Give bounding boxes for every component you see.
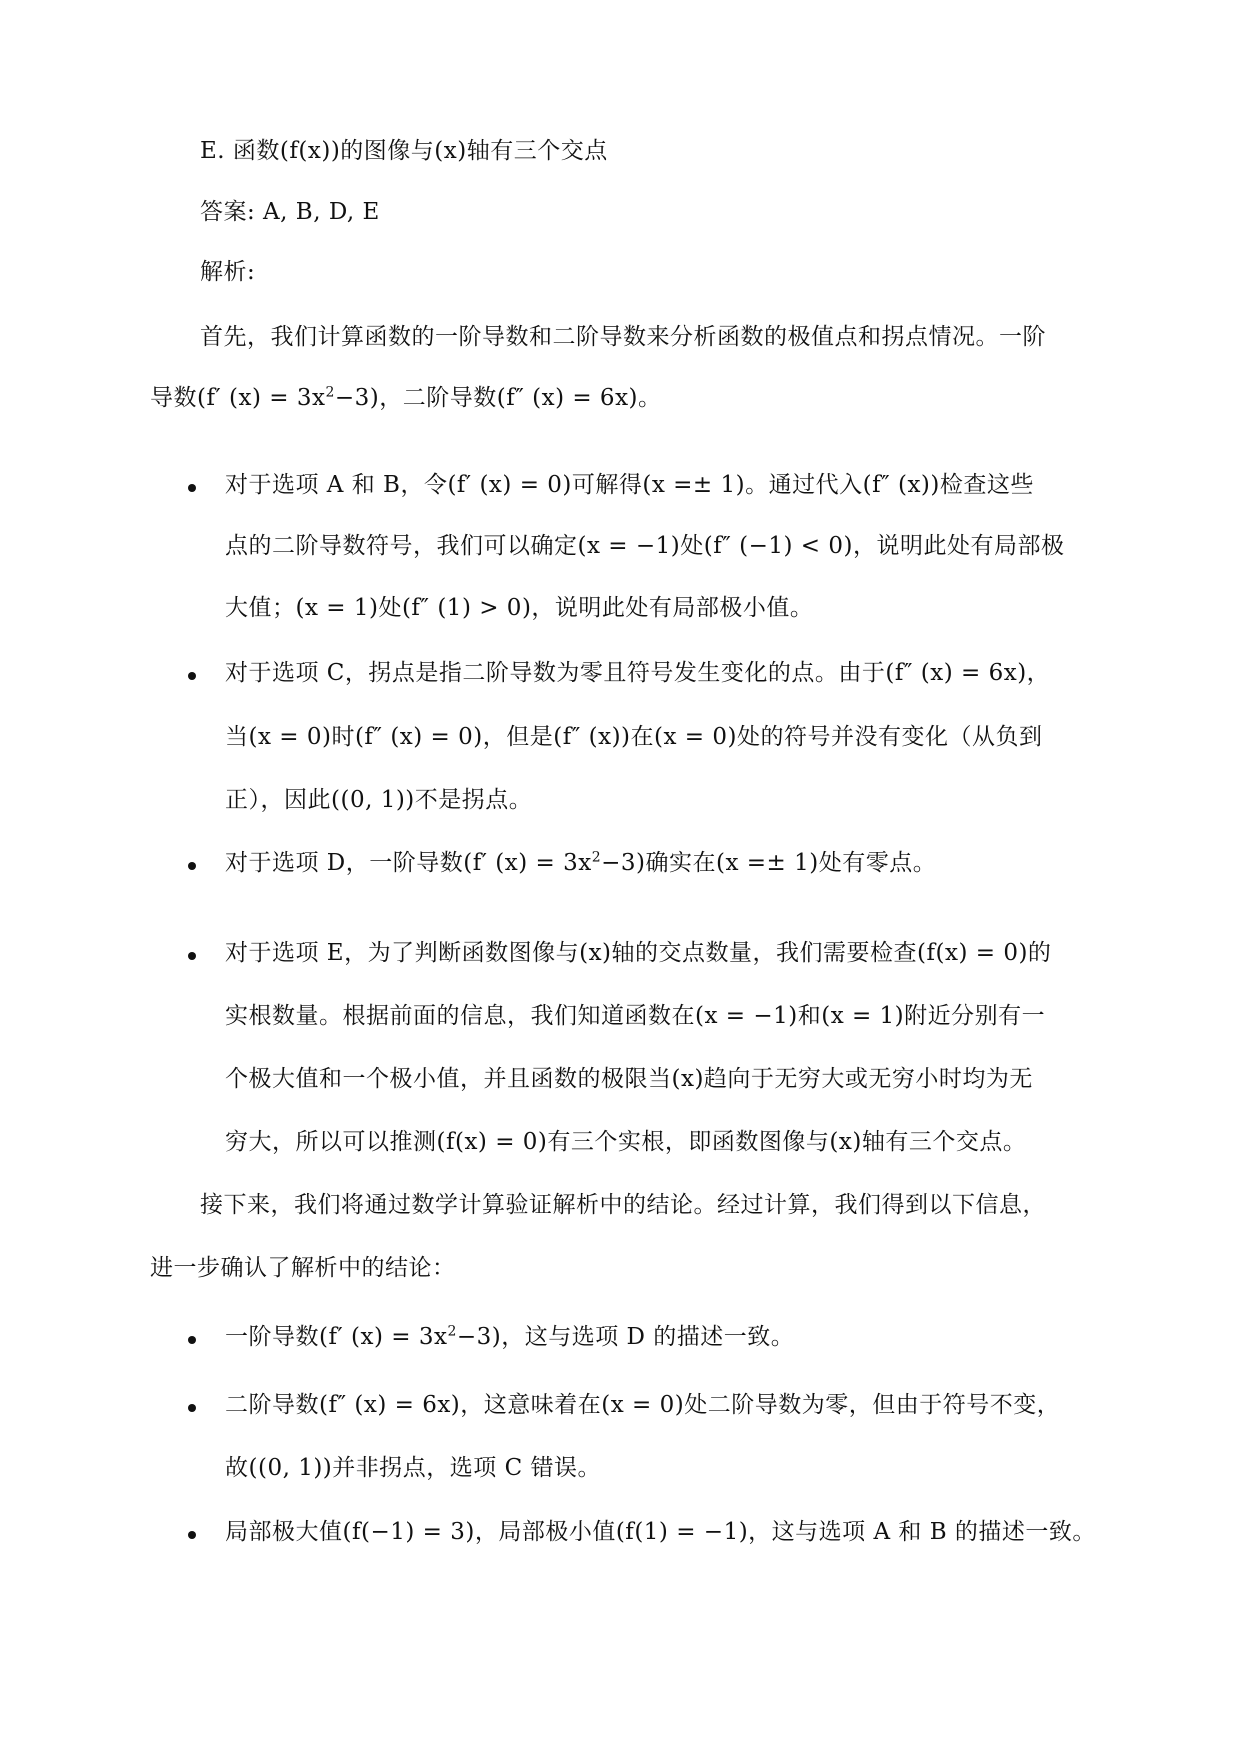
verify-line-1-a: 一阶导数(f′ (x) = 3x — [225, 1324, 448, 1350]
bullet-ab — [188, 484, 196, 492]
ab-line-1: 对于选项 A 和 B，令(f′ (x) = 0)可解得(x =± 1)。通过代入(f″ (x))检查这些 — [225, 472, 1034, 498]
ab-line-3: 大值；(x = 1)处(f″ (1) > 0)，说明此处有局部极小值。 — [225, 595, 814, 621]
e-line-3: 个极大值和一个极小值，并且函数的极限当(x)趋向于无穷大或无穷小时均为无 — [225, 1066, 1033, 1092]
answer-line: 答案: A, B, D, E — [200, 199, 380, 225]
e-line-4: 穷大，所以可以推测(f(x) = 0)有三个实根，即函数图像与(x)轴有三个交点。 — [225, 1129, 1027, 1155]
d-line-1-a: 对于选项 D，一阶导数(f′ (x) = 3x — [225, 850, 592, 876]
d-line-1-superscript: 2 — [591, 849, 602, 866]
verify-line-1-superscript: 2 — [447, 1323, 457, 1340]
c-line-1: 对于选项 C，拐点是指二阶导数为零且符号发生变化的点。由于(f″ (x) = 6x)， — [225, 660, 1051, 686]
bullet-c — [188, 672, 196, 680]
bullet-verify-2 — [188, 1404, 196, 1412]
bullet-verify-1 — [188, 1336, 196, 1344]
option-e-line: E. 函数(f(x))的图像与(x)轴有三个交点 — [200, 138, 608, 164]
next-line-1: 接下来，我们将通过数学计算验证解析中的结论。经过计算，我们得到以下信息， — [200, 1192, 1046, 1218]
next-line-2: 进一步确认了解析中的结论： — [150, 1255, 456, 1281]
d-line-1 — [225, 848, 936, 878]
verify-line-1-b: −3)，这与选项 D 的描述一致。 — [456, 1324, 795, 1350]
verify-line-2: 二阶导数(f″ (x) = 6x)，这意味着在(x = 0)处二阶导数为零，但由于符号不变， — [225, 1392, 1061, 1418]
verify-line-4: 局部极大值(f(−1) = 3)，局部极小值(f(1) = −1)，这与选项 A 和 B 的描述一致。 — [225, 1519, 1096, 1545]
intro-line-2-a: 导数(f′ (x) = 3x — [150, 385, 326, 411]
c-line-2: 当(x = 0)时(f″ (x) = 0)，但是(f″ (x))在(x = 0)处的符号并没有变化（从负到 — [225, 724, 1043, 750]
e-line-2: 实根数量。根据前面的信息，我们知道函数在(x = −1)和(x = 1)附近分别有一 — [225, 1003, 1046, 1029]
d-line-1-b: −3)确实在(x =± 1)处有零点。 — [601, 850, 937, 876]
bullet-verify-3 — [188, 1531, 196, 1539]
intro-line-1: 首先，我们计算函数的一阶导数和二阶导数来分析函数的极值点和拐点情况。一阶 — [200, 324, 1046, 350]
ab-line-2: 点的二阶导数符号，我们可以确定(x = −1)处(f″ (−1) < 0)，说明此处有局部极 — [225, 533, 1065, 559]
intro-line-2-superscript: 2 — [325, 384, 335, 401]
bullet-d — [188, 862, 196, 870]
c-line-3: 正），因此((0, 1))不是拐点。 — [225, 787, 533, 813]
e-line-1: 对于选项 E，为了判断函数图像与(x)轴的交点数量，我们需要检查(f(x) = 0)的 — [225, 940, 1052, 966]
analysis-heading: 解析: — [200, 259, 256, 285]
verify-line-1 — [225, 1322, 794, 1352]
verify-line-3: 故((0, 1))并非拐点，选项 C 错误。 — [225, 1455, 602, 1481]
intro-line-2-b: −3)，二阶导数(f″ (x) = 6x)。 — [334, 385, 662, 411]
bullet-e — [188, 952, 196, 960]
intro-line-2 — [150, 383, 662, 413]
